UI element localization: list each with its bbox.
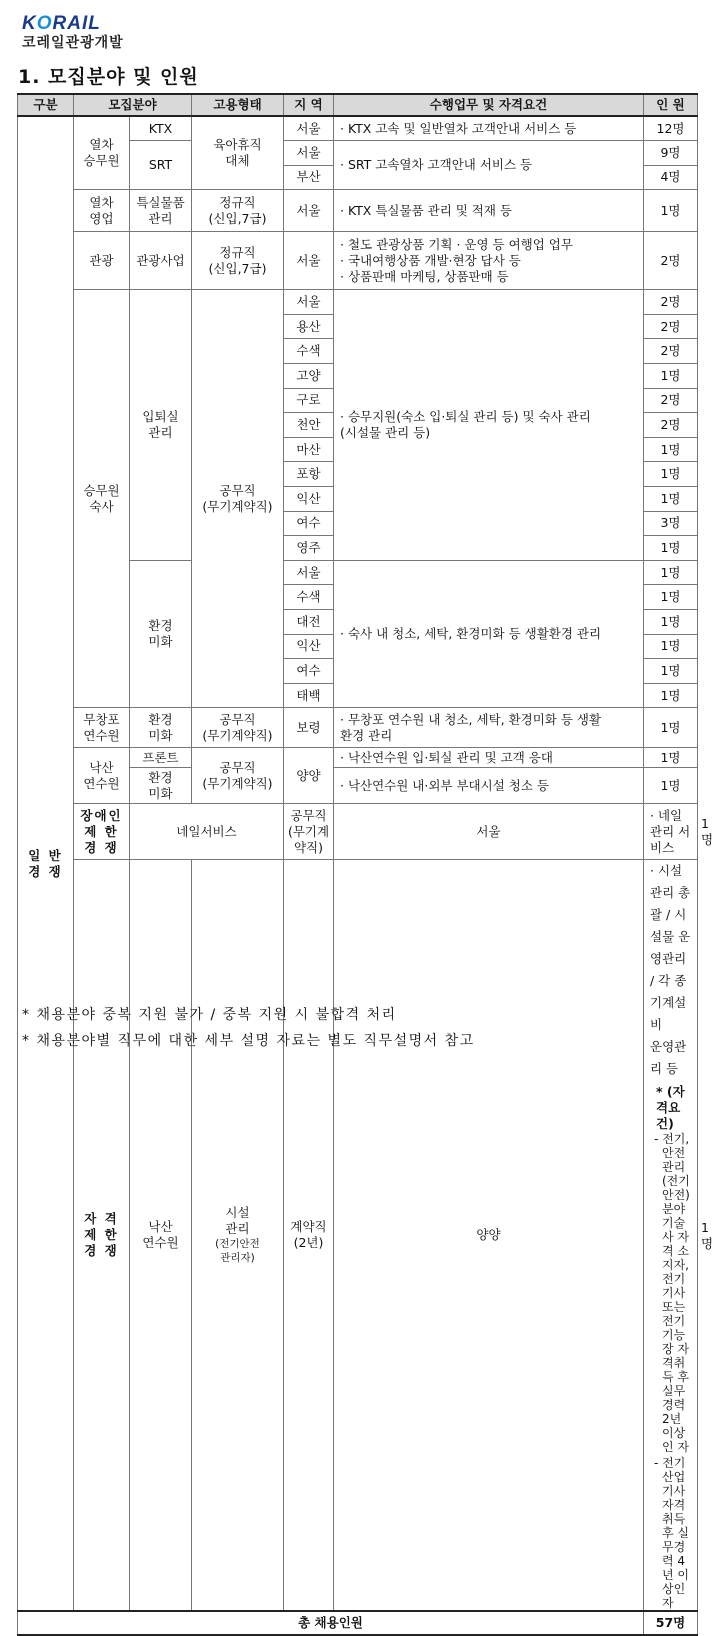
count-cell: 1명 bbox=[644, 585, 698, 610]
count-cell: 1명 bbox=[644, 364, 698, 389]
sub-front: 프론트 bbox=[130, 748, 192, 768]
count-cell: 1명 bbox=[644, 462, 698, 487]
count-train-sales: 1명 bbox=[644, 190, 698, 232]
count-naksan-environment: 1명 bbox=[644, 768, 698, 804]
count-cell: 2명 bbox=[644, 314, 698, 339]
field-train-sales: 열차 영업 bbox=[74, 190, 130, 232]
count-cell: 1명 bbox=[644, 487, 698, 512]
count-cell: 2명 bbox=[644, 413, 698, 438]
region-srt-busan: 부산 bbox=[284, 165, 334, 190]
region-cell: 마산 bbox=[284, 437, 334, 462]
duty-tourism: · 철도 관광상품 기획 · 운영 등 여행업 업무 · 국내여행상품 개발·현장 답사 등 · 상품판매 마케팅, 상품판매 등 bbox=[334, 232, 644, 290]
category-general: 일 반 경 쟁 bbox=[18, 116, 74, 1611]
field-crew-dormitory: 승무원 숙사 bbox=[74, 290, 130, 708]
region-muchangpo: 보령 bbox=[284, 708, 334, 748]
region-naksan: 양양 bbox=[284, 748, 334, 804]
region-cell: 익산 bbox=[284, 634, 334, 659]
table-row bbox=[18, 290, 698, 315]
region-cell: 포항 bbox=[284, 462, 334, 487]
total-row bbox=[18, 1611, 698, 1635]
sub-naksan-environment: 환경 미화 bbox=[130, 768, 192, 804]
region-cell: 서울 bbox=[284, 560, 334, 585]
header-count: 인 원 bbox=[644, 94, 698, 116]
region-cell: 익산 bbox=[284, 487, 334, 512]
region-cell: 고양 bbox=[284, 364, 334, 389]
table-row bbox=[18, 748, 698, 768]
region-qualified: 양양 bbox=[334, 860, 644, 1612]
count-cell: 2명 bbox=[644, 339, 698, 364]
count-srt-seoul: 9명 bbox=[644, 141, 698, 166]
count-muchangpo: 1명 bbox=[644, 708, 698, 748]
employment-disabled: 공무직 (무기계약직) bbox=[284, 804, 334, 860]
region-cell: 대전 bbox=[284, 610, 334, 635]
table-row bbox=[18, 190, 698, 232]
count-ktx: 12명 bbox=[644, 116, 698, 141]
region-cell: 수색 bbox=[284, 585, 334, 610]
total-count: 57명 bbox=[644, 1611, 698, 1635]
region-cell: 여수 bbox=[284, 511, 334, 536]
employment-muchangpo: 공무직 (무기계약직) bbox=[192, 708, 284, 748]
header-duty: 수행업무 및 자격요건 bbox=[334, 94, 644, 116]
employment-train-crew: 육아휴직 대체 bbox=[192, 116, 284, 190]
footnotes bbox=[22, 1002, 475, 1054]
footnote: * 채용분야별 직무에 대한 세부 설명 자료는 별도 직무설명서 참고 bbox=[22, 1033, 475, 1049]
count-cell: 1명 bbox=[644, 437, 698, 462]
table-row: 자 격 제 한 경 쟁 낙산 연수원 시설 관리 (전기안전 관리자) 계약직 (2년) 양양 · 시설관리 총괄 / 시설물 운영관리 / 각 종 기계설비 운영관리 등 * (자격요건) - 전기, 안전관리(전기안전)분야 기술사 자격 소지자, 전기기사 또는 전기기능장 자격취득 후 실무경력 2년 이상인 자 - 전기산업기사 자격 취득 후 실무경력 4년 이상인 자 1명 bbox=[18, 860, 698, 1612]
table-row bbox=[18, 116, 698, 141]
region-cell: 수색 bbox=[284, 339, 334, 364]
region-ktx: 서울 bbox=[284, 116, 334, 141]
company-logo bbox=[22, 14, 124, 52]
header-employment: 고용형태 bbox=[192, 94, 284, 116]
sub-premium-goods: 특실물품 관리 bbox=[130, 190, 192, 232]
count-cell: 1명 bbox=[644, 683, 698, 708]
korail-wordmark: KORAIL bbox=[22, 13, 101, 34]
sub-tourism-business: 관광사업 bbox=[130, 232, 192, 290]
footnote: * 채용분야 중복 지원 불가 / 중복 지원 시 불합격 처리 bbox=[22, 1007, 397, 1023]
region-cell: 서울 bbox=[284, 290, 334, 315]
count-cell: 1명 bbox=[644, 560, 698, 585]
region-cell: 여수 bbox=[284, 659, 334, 684]
sub-checkin-management: 입퇴실 관리 bbox=[130, 290, 192, 561]
header-region: 지 역 bbox=[284, 94, 334, 116]
duty-facility bbox=[644, 860, 698, 1612]
duty-environment: · 숙사 내 청소, 세탁, 환경미화 등 생활환경 관리 bbox=[334, 560, 644, 708]
field-muchangpo: 무창포 연수원 bbox=[74, 708, 130, 748]
count-cell: 1명 bbox=[644, 634, 698, 659]
count-cell: 2명 bbox=[644, 290, 698, 315]
duty-ktx: · KTX 고속 및 일반열차 고객안내 서비스 등 bbox=[334, 116, 644, 141]
duty-checkin: · 승무지원(숙소 입·퇴실 관리 등) 및 숙사 관리 (시설물 관리 등) bbox=[334, 290, 644, 561]
sub-srt: SRT bbox=[130, 141, 192, 190]
section-title: 1. 모집분야 및 인원 bbox=[18, 66, 199, 88]
field-nail-service: 네일서비스 bbox=[130, 804, 284, 860]
employment-train-sales: 정규직 (신입,7급) bbox=[192, 190, 284, 232]
count-cell: 3명 bbox=[644, 511, 698, 536]
duty-front: · 낙산연수원 입·퇴실 관리 및 고객 응대 bbox=[334, 748, 644, 768]
header-field: 모집분야 bbox=[74, 94, 192, 116]
count-cell: 2명 bbox=[644, 388, 698, 413]
count-tourism: 2명 bbox=[644, 232, 698, 290]
field-train-crew: 열차 승무원 bbox=[74, 116, 130, 190]
region-cell: 천안 bbox=[284, 413, 334, 438]
count-cell: 1명 bbox=[644, 536, 698, 561]
requirement-heading: * (자격요건) bbox=[656, 1084, 685, 1132]
table-row bbox=[18, 708, 698, 748]
header-category: 구분 bbox=[18, 94, 74, 116]
count-cell: 1명 bbox=[644, 610, 698, 635]
category-qualified: 자 격 제 한 경 쟁 bbox=[74, 860, 130, 1612]
count-srt-busan: 4명 bbox=[644, 165, 698, 190]
field-naksan: 낙산 연수원 bbox=[74, 748, 130, 804]
duty-naksan-environment: · 낙산연수원 내·외부 부대시설 청소 등 bbox=[334, 768, 644, 804]
sub-environment: 환경 미화 bbox=[130, 560, 192, 708]
region-disabled: 서울 bbox=[334, 804, 644, 860]
table-row: 장애인 제 한 경 쟁 네일서비스 공무직 (무기계약직) 서울 · 네일 관리 서비스 1명 bbox=[18, 804, 698, 860]
employment-dormitory: 공무직 (무기계약직) bbox=[192, 290, 284, 708]
region-tourism: 서울 bbox=[284, 232, 334, 290]
logo-subtitle: 코레일관광개발 bbox=[22, 35, 124, 51]
count-front: 1명 bbox=[644, 748, 698, 768]
header-row bbox=[18, 94, 698, 116]
duty-facility-main: · 시설관리 총괄 / 시설물 운영관리 / 각 종 기계설비 운영관리 등 bbox=[650, 863, 691, 1077]
duty-muchangpo: · 무창포 연수원 내 청소, 세탁, 환경미화 등 생활 환경 관리 bbox=[334, 708, 644, 748]
region-cell: 태백 bbox=[284, 683, 334, 708]
region-srt-seoul: 서울 bbox=[284, 141, 334, 166]
region-cell: 용산 bbox=[284, 314, 334, 339]
employment-qualified: 계약직 (2년) bbox=[284, 860, 334, 1612]
region-cell: 구로 bbox=[284, 388, 334, 413]
duty-train-sales: · KTX 특실물품 관리 및 적재 등 bbox=[334, 190, 644, 232]
region-cell: 영주 bbox=[284, 536, 334, 561]
sub-muchangpo: 환경 미화 bbox=[130, 708, 192, 748]
category-disabled: 장애인 제 한 경 쟁 bbox=[74, 804, 130, 860]
recruitment-table bbox=[17, 93, 714, 1636]
region-train-sales: 서울 bbox=[284, 190, 334, 232]
sub-facility-management bbox=[192, 860, 284, 1612]
sub-ktx: KTX bbox=[130, 116, 192, 141]
sub-facility-note: (전기안전 관리자) bbox=[215, 1238, 260, 1265]
employment-tourism: 정규직 (신입,7급) bbox=[192, 232, 284, 290]
total-label: 총 채용인원 bbox=[18, 1611, 644, 1635]
table-row bbox=[18, 232, 698, 290]
requirement-item: - 전기산업기사 자격 취득 후 실무경력 4년 이상인 자 bbox=[654, 1456, 689, 1611]
count-cell: 1명 bbox=[644, 659, 698, 684]
field-tourism: 관광 bbox=[74, 232, 130, 290]
duty-srt: · SRT 고속열차 고객안내 서비스 등 bbox=[334, 141, 644, 190]
sub-facility-main: 시설 관리 bbox=[225, 1205, 250, 1237]
employment-naksan: 공무직 (무기계약직) bbox=[192, 748, 284, 804]
field-naksan-qualified: 낙산 연수원 bbox=[130, 860, 192, 1612]
requirement-item: - 전기, 안전관리(전기안전)분야 기술사 자격 소지자, 전기기사 또는 전기기능장 자격취득 후 실무경력 2년 이상인 자 bbox=[654, 1132, 690, 1455]
duty-nail-service: · 네일 관리 서비스 bbox=[644, 804, 698, 860]
